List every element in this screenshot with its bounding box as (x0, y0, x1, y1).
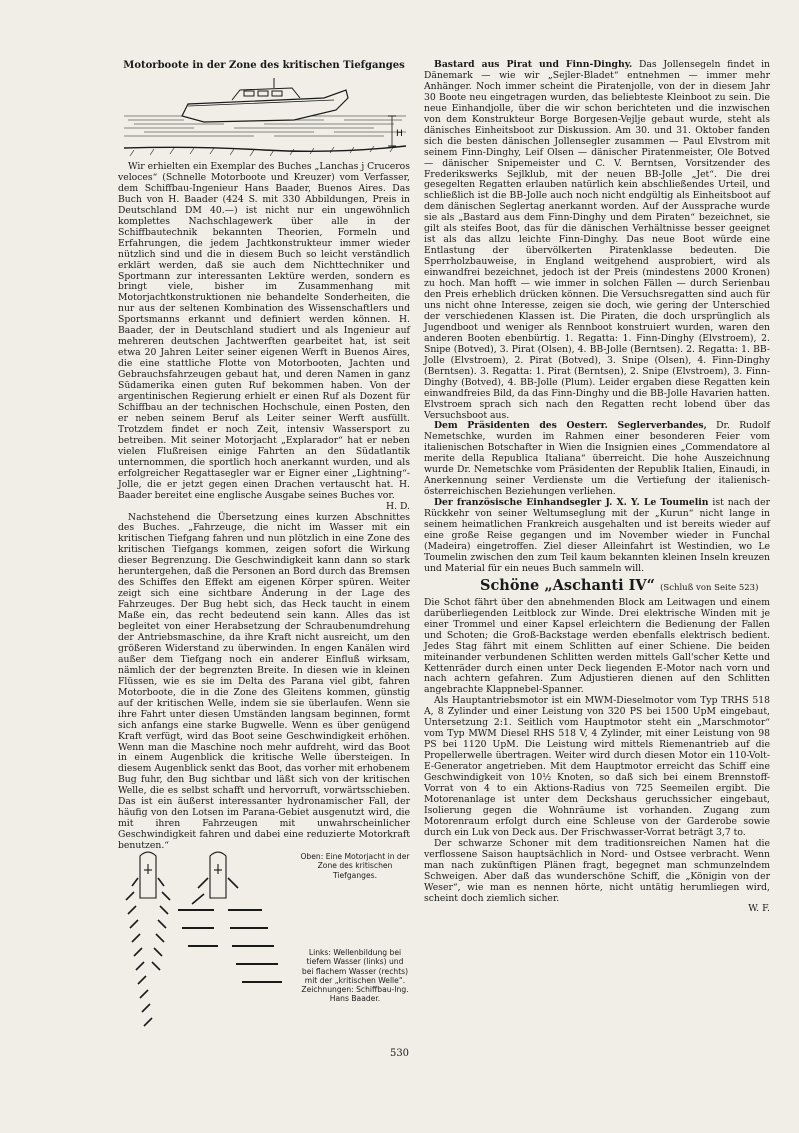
aschanti-paragraph-2: Als Hauptantriebsmotor ist ein MWM-Dieselmotor vom Typ TRHS 518 A, 8 Zylinder und einer Leistung von 320 PS bei 1500 UpM eingebaut, Untersetzung 2:1. Seitlich vom Hauptmotor steht ein „Marschmotor“ vom Typ MWM Diesel RHS 518 V, 4 Zylinder, mit einer Leistung von 98 PS bei 1120 UpM. Die Leistung wird mittels Riemenantrieb auf die Propellerwelle übertragen. Weiter wird durch diesen Motor ein 110-Volt-E-Generator angetrieben. Mit dem Hauptmotor erreicht das Schiff eine Geschwindigkeit von 10½ Knoten, so daß sich bei einem Brennstoff-Vorrat von 4 to ein Aktions-Radius von 725 Seemeilen ergibt. Die Motorenanlage ist unter dem Deckshaus geruchssicher eingebaut, Isolierung gegen die Wohnräume ist vorhanden. Zugang zum Motorenraum erfolgt durch eine Schleuse von der Garderobe sowie durch ein Luk von Deck aus. Der Frischwasser-Vorrat beträgt 3,7 to. (424, 695, 770, 838)
left-paragraph-2: Nachstehend die Übersetzung eines kurzen Abschnittes des Buches. „Fahrzeuge, die nicht im Wasser mit ein kritischen Tiefgang fahren und nun plötzlich in eine Zone des kritischen Tiefgangs kommen, zeigen sofort die Wirkung dieser Begrenzung. Die Geschwindigkeit kann dann so stark heruntergehen, daß die Personen an Bord durch das Bremsen des Schiffes den Effekt am eigenen Körper spüren. Weiter zeigt sich eine sichtbare Änderung in der Lage des Fahrzeuges. Der Bug hebt sich, das Heck taucht in einem Maße ein, das recht bedeutend sein kann. Alles das ist begleitet von einer Herabsetzung der Schraubenumdrehung der Antriebsmaschine, da ihre Kraft nicht ausreicht, um den größeren Widerstand zu überwinden. In engen Kanälen wird außer dem Tiefgang noch ein anderer Einfluß wirksam, nämlich der der begrenzten Breite. In diesen wie in kleinen Flüssen, wie es sie im Delta des Parana viel gibt, fahren Motorboote, die in die Zone des Gleitens kommen, günstig auf der kritischen Welle, indem sie sie überlaufen. Wenn sie ihre Fahrt unter diesen Umständen langsam beginnen, formt sich anfangs eine starke Bugwelle. Wenn es über genügend Kraft verfügt, wird das Boot seine Geschwindigkeit erhöhen. Wenn man die Maschine noch mehr aufdreht, wird das Boot in einem Augenblick die kritische Welle übersteigen. In diesem Augenblick senkt das Boot, das vorher mit erhobenem Bug fuhr, den Bug sichtbar und läßt sich von der kritischen Welle, die es selbst schafft und hervorruft, vorwärtsschieben. Das ist ein äußerst interessanter hydronamischer Fall, der häufig von den Lotsen im Parana-Gebiet ausgenutzt wird, die mit ihren Fahrzeugen mit unwahrscheinlicher Geschwindigkeit fahren und dabei eine reduzierte Motorkraft benutzen.“ (118, 511, 410, 852)
left-column (118, 162, 410, 852)
caption-bottom: Links: Wellenbildung bei tiefem Wasser (links) und bei flachem Wasser (rechts) mit der „kritischen Welle“. Zeichnungen: Schiffbau-Ing. Hans Baader. (301, 948, 409, 1004)
left-paragraph-1: Wir erhielten ein Exemplar des Buches „Lanchas j Cruceros veloces“ (Schnelle Motorboote und Kreuzer) vom Verfasser, dem Schiffbau-Ingenieur Hans Baader, Buenos Aires. Das Buch von H. Baader (424 S. mit 330 Abbildungen, Preis in Deutschland DM 40.—) ist nicht nur ein ungewöhnlich komplettes Nachschlagewerk über alle in der Schiffbautechnik bekannten Theorien, Formeln und Erfahrungen, die jedem Jachtkonstrukteur immer wieder nützlich sind und die in diesem Buch so leicht verständlich erklärt werden, daß sie auch dem Nichttechniker und Sportmann zur interessanten Lektüre werden, sondern es bringt viele, bisher im Zusammenhang mit Motorjachtkonstruktionen nie behandelte Sonderheiten, die nur aus der seltenen Kombination des Wissenschaftlers und Sportsmanns erkannt und definiert werden können. H. Baader, der in Deutschland studiert und als Ingenieur auf mehreren deutschen Jachtwerften gearbeitet hat, ist seit etwa 20 Jahren Leiter seiner eigenen Werft in Buenos Aires, die eine stattliche Flotte von Motorbooten, Jachten und Gebrauchsfahrzeugen gebaut hat, und deren Namen in ganz Südamerika einen guten Ruf bekommen haben. Von der argentinischen Regierung erhielt er einen Ruf als Dozent für Schiffbau an der technischen Hochschule, einen Posten, den er neben seinem Beruf als Leiter seiner Werft ausfüllt. Trotzdem findet er noch Zeit, intensiv Wassersport zu betreiben. Mit seiner Motorjacht „Explarador“ hat er neben vielen Flußreisen einige Fahrten an den Südatlantik unternommen, die sportlich hoch anerkannt wurden, und als erfolgreicher Regattasegler war er Eigner einer „Lightning“-Jolle, die er jetzt gegen einen Drachen vertauscht hat. H. Baader bereitet eine englische Ausgabe seines Buches vor. (118, 161, 410, 501)
news-item-president-text: Dr. Rudolf Nemetschke, wurden im Rahmen einer besonderen Feier vom italienischen Botschafter in Wien die Insignien eines „Commendatore al merite della Republica Italiana“ überreicht. Die hohe Auszeichnung wurde Dr. Nemetschke vom Präsidenten der Republik Italien, Einaudi, in Anerkennung seiner Verdienste um die Vertiefung der italienisch-österreichischen Beziehungen verliehen. (424, 420, 770, 498)
right-signature: W. F. (748, 903, 770, 915)
left-signature: H. D. (386, 500, 410, 512)
article-title: Motorboote in der Zone des kritischen Tiefganges (123, 60, 405, 71)
news-item-bastard (424, 60, 770, 421)
news-item-toumelin-heading: Der französische Einhandsegler J. X. Y. Le Toumelin (434, 497, 709, 509)
page-number: 530 (389, 1048, 410, 1059)
motor-yacht-illustration (124, 76, 406, 160)
news-item-president-heading: Dem Präsidenten des Oesterr. Seglerverbandes, (434, 420, 707, 432)
news-item-bastard-heading: Bastard aus Pirat und Finn-Dinghy. (434, 59, 633, 70)
right-column (424, 60, 770, 915)
depth-label: H (396, 129, 403, 139)
news-item-president (424, 421, 770, 498)
section-heading-aschanti (480, 577, 770, 597)
section-heading-note: (Schluß von Seite 523) (660, 582, 759, 593)
wave-formation-diagram (118, 848, 298, 1028)
news-item-toumelin-text: ist nach der Rückkehr von seiner Weltumseglung mit der „Kurun“ nicht lange in seinem heimatlichen Frankreich ausgehalten und ist bereits wieder auf eine große Reise gegangen und im November wieder in Funchal (Madeira) eingetroffen. Ziel dieser Alleinfahrt ist Westindien, wo Le Toumelin zwischen den zum Teil kaum bekannten kleinen Inseln kreuzen und Material für ein neues Buch sammeln will. (424, 497, 770, 574)
news-item-bastard-text: Das Jollensegeln findet in Dänemark — wie wir „Sejler-Bladet“ entnehmen — immer mehr Anhänger. Noch immer scheint die Piratenjolle, von der in diesem Jahr 30 Boote neu eingetragen wurden, das beliebteste Kleinboot zu sein. Die neue Einhandjolle, über die wir schon berichteten und die inzwischen von dem Konstrukteur Borge Borgesen-Vejlje gebaut wurde, steht als dänisches Einheitsboot zur Diskussion. Am 30. und 31. Oktober fanden sich die besten dänischen Jollensegler zusammen — Paul Elvstrom mit seinem Finn-Dinghy, Leif Olsen — dänischer Piratenmeister, Ole Botved — dänischer Snipemeister und C. V. Berntsen, Vorsitzender des Frederikswerks Sejlklub, mit der neuen BB-Jolle „Jet“. Die drei gesegelten Regatten erlauben natürlich kein abschließendes Urteil, und schließlich ist die BB-Jolle auch noch nicht endgültig als Einheitsboot auf dem dänischen Seglertag anerkannt worden. Auf der Aussprache wurde sie als „Bastard aus dem Finn-Dinghy und dem Piraten“ bezeichnet, sie gilt als steifes Boot, das für die dänischen Verhältnisse besser geeignet ist als das allzu leichte Finn-Dinghy. Das neue Boot würde eine Entlastung der übervölkerten Piratenklasse bedeuten. Die Sperrholzbauweise, in England weitgehend ausprobiert, wird als einwandfrei bezeichnet, jedoch ist der Preis (mindestens 2000 Kronen) zu hoch. Man hofft — wie immer in solchen Fällen — durch Serienbau den Preis erheblich drücken können. Die Versuchsregatten sind auch für uns nicht ohne Interesse, zeigen sie doch, wie gering der Unterschied der verschiedenen Klassen ist. Die Piraten, die doch ursprünglich als Jugendboot und weniger als Rennboot konstruiert wurden, waren den anderen Booten ebenbürtig. 1. Regatta: 1. Finn-Dinghy (Elvstroem), 2. Snipe (Botved), 3. Pirat (Olsen), 4. BB-Jolle (Berntsen). 2. Regatta: 1. BB-Jolle (Elvstroem), 2. Pirat (Botved), 3. Snipe (Olsen), 4. Finn-Dinghy (Berntsen). 3. Regatta: 1. Pirat (Berntsen), 2. Snipe (Elvstroem), 3. Finn-Dinghy (Botved), 4. BB-Jolle (Plum). Leider ergaben diese Regatten kein einwandfreies Bild, da das Finn-Dinghy und die BB-Jolle Havarien hatten. Elvstroem sprach sich nach den Regatten recht lobend über das Versuchsboot aus. (424, 59, 770, 421)
aschanti-paragraph-3: Der schwarze Schoner mit dem traditionsreichen Namen hat die verflossene Saison hauptsächlich in Nord- und Ostsee verbracht. Wenn man nach zukünftigen Plänen fragt, begegnet man schmunzelndem Schweigen. Aber daß das wunderschöne Schiff, die „Königin von der Weser“, wie man es nennen hörte, nicht untätig herumliegen wird, scheint doch ziemlich sicher. (424, 837, 770, 904)
section-heading-text: Schöne „Aschanti IV“ (480, 576, 656, 594)
news-item-toumelin (424, 498, 770, 575)
aschanti-paragraph-1: Die Schot fährt über den abnehmenden Block am Leitwagen und einem darüberliegenden Leitblock zur Winde. Drei elektrische Winden mit je einer Trommel und einer Kapsel erleichtern die Bedienung der Fallen und Schoten; die Groß-Backstage werden ebenfalls elektrisch bedient. Jedes Stag fährt mit einem Schlitten auf einer Schiene. Die beiden miteinander verbundenen Schlitten werden mittels Gall'scher Kette und Kettenräder durch einen unter Deck liegenden E-Motor nach vorn und nach achtern gefahren. Zum Adjustieren dienen auf den Schlitten angebrachte Klappnebel-Spanner. (424, 596, 770, 696)
caption-top: Oben: Eine Motorjacht in der Zone des kritischen Tiefganges. (300, 852, 410, 880)
